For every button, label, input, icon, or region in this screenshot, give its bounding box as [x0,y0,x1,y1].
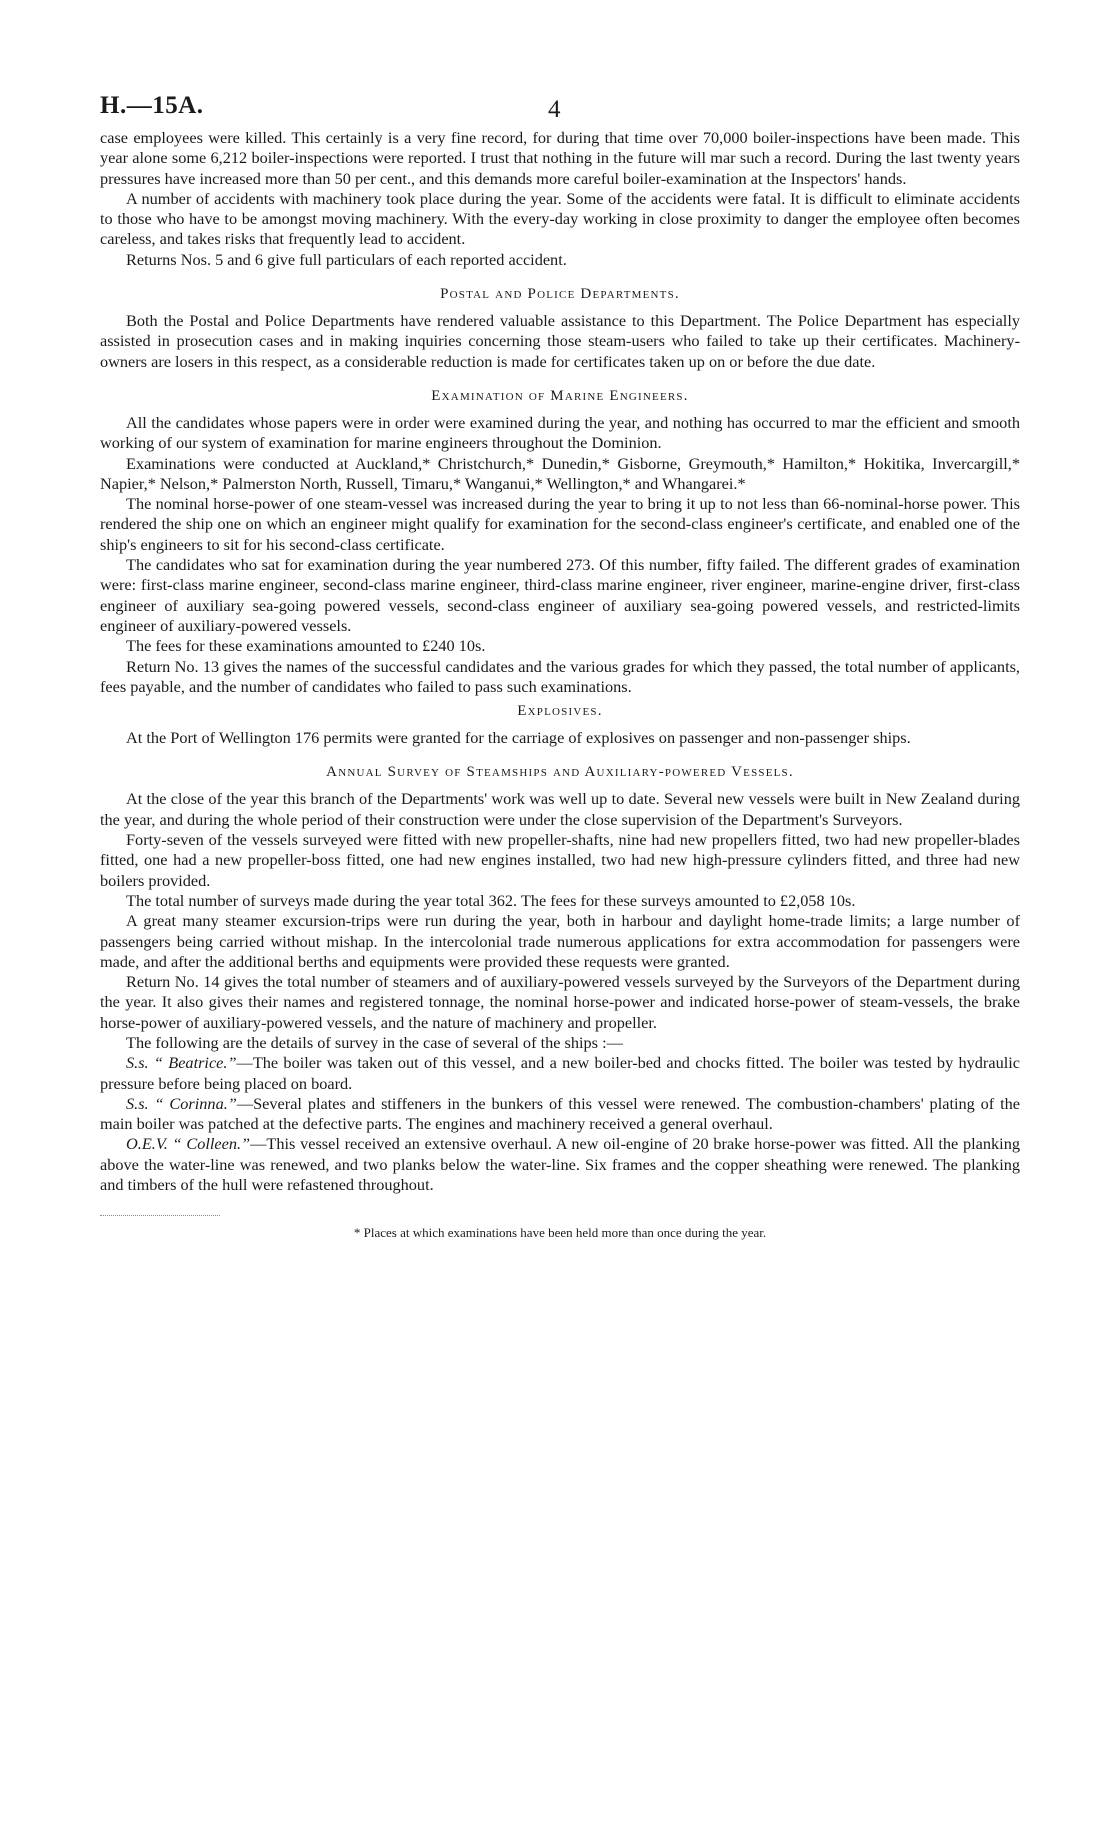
marine-paragraph-4: The candidates who sat for examination during the year numbered 273. Of this number, fifty failed. The different grades of examination were: first-class marine engineer, second-class marine engineer, third-class marine engineer, river engineer, marine-engine driver, first-class engineer of auxiliary sea-going powered vessels, second-class engineer of auxiliary sea-going powered vessels, and restricted-limits engineer of auxiliary-powered vessels. [100,555,1020,635]
survey-paragraph-6: The following are the details of survey in the case of several of the ships :— [126,1032,623,1052]
postal-paragraph: Both the Postal and Police Departments have rendered valuable assistance to this Department. The Police Department has especially assisted in prosecution cases and in making inquiries concerning those steam-users who failed to take up their certificates. Machinery-owners are losers in this respect, as a considerable reduction is made for certificates taken up on or before the due date. [100,311,1020,371]
survey-paragraph-4: A great many steamer excursion-trips were run during the year, both in harbour and daylight home-trade limits; a large number of passengers being carried without mishap. In the intercolonial trade numerous applications for extra accommodation for passengers were made, and after the additional berths and equipments were provided these requests were granted. [100,911,1020,971]
ship-details-corinna: —Several plates and stiffeners in the bunkers of this vessel were renewed. The combustion-chambers' plating of the main boiler was patched at the defective parts. The engines and machinery received a general overhaul. [100,1093,1020,1134]
section-heading-explosives: Explosives. [517,703,603,720]
page-number: 4 [548,96,561,123]
section-heading-survey: Annual Survey of Steamships and Auxiliary-powered Vessels. [326,764,794,781]
explosives-paragraph: At the Port of Wellington 176 permits were granted for the carriage of explosives on passenger and non-passenger ships. [126,728,911,748]
marine-paragraph-2: Examinations were conducted at Auckland,* Christchurch,* Dunedin,* Gisborne, Greymouth,* Hamilton,* Hokitika, Invercargill,* Napier,* Nelson,* Palmerston North, Russell, Timaru,* Wanganui,* Wellington,* and Whangarei.* [100,453,1020,493]
intro-paragraph-1: case employees were killed. This certainly is a very fine record, for during that time over 70,000 boiler-inspections have been made. This year alone some 6,212 boiler-inspections were reported. I trust that nothing in the future will mar such a record. During the last twenty years pressures have increased more than 50 per cent., and this demands more careful boiler-examination at the Inspectors' hands. [100,128,1020,188]
footnote-divider [100,1215,220,1216]
document-page [100,92,1020,1242]
marine-paragraph-1: All the candidates whose papers were in order were examined during the year, and nothing has occurred to mar the efficient and smooth working of our system of examination for marine engineers throughout the Dominion. [100,412,1020,453]
page-header [100,92,1020,128]
document-reference: H.—15A. [100,92,204,119]
ship-entry-beatrice [100,1053,1020,1094]
ship-name-corinna: S.s. “ Corinna.” [126,1093,237,1113]
survey-paragraph-3: The total number of surveys made during the year total 362. The fees for these surveys amounted to £2,058 10s. [126,890,856,910]
intro-paragraph-3: Returns Nos. 5 and 6 give full particulars of each reported accident. [126,249,567,269]
section-heading-postal: Postal and Police Departments. [440,286,680,303]
ship-details-colleen: —This vessel received an extensive overhaul. A new oil-engine of 20 brake horse-power was fitted. All the planking above the water-line was renewed, and two planks below the water-line. Six frames and the copper sheathing were renewed. The planking and timbers of the hull were refastened throughout. [100,1134,1020,1195]
marine-paragraph-3: The nominal horse-power of one steam-vessel was increased during the year to bring it up to not less than 66-nominal-horse power. This rendered the ship one on which an engineer might qualify for examination for the second-class engineer's certificate, and enabled one of the ship's engineers to sit for his second-class certificate. [100,494,1020,554]
survey-paragraph-1: At the close of the year this branch of the Departments' work was well up to date. Several new vessels were built in New Zealand during the year, and during the whole period of their construction were under the close supervision of the Department's Surveyors. [100,789,1020,829]
ship-entry-corinna [100,1094,1020,1135]
survey-paragraph-5: Return No. 14 gives the total number of steamers and of auxiliary-powered vessels surveyed by the Surveyors of the Department during the year. It also gives their names and registered tonnage, the nominal horse-power and indicated horse-power of steam-vessels, the brake horse-power of auxiliary-powered vessels, and the nature of machinery and propeller. [100,972,1020,1032]
marine-paragraph-5: The fees for these examinations amounted to £240 10s. [126,636,486,656]
footnote: * Places at which examinations have been held more than once during the year. [353,1225,767,1241]
ship-name-colleen: O.E.V. “ Colleen.” [126,1134,251,1154]
ship-entry-colleen [100,1134,1020,1195]
ship-name-beatrice: S.s. “ Beatrice.” [126,1053,237,1073]
survey-paragraph-2: Forty-seven of the vessels surveyed were fitted with new propeller-shafts, nine had new propellers fitted, two had new propeller-blades fitted, one had a new propeller-boss fitted, one had new engines installed, two had new high-pressure cylinders fitted, and three had new boilers provided. [100,830,1020,890]
section-heading-marine: Examination of Marine Engineers. [431,387,689,404]
marine-paragraph-6: Return No. 13 gives the names of the successful candidates and the various grades for which they passed, the total number of applicants, fees payable, and the number of candidates who failed to pass such examinations. [100,656,1020,696]
intro-paragraph-2: A number of accidents with machinery took place during the year. Some of the accidents were fatal. It is difficult to eliminate accidents to those who have to be amongst moving machinery. With the every-day working in close proximity to danger the employee often becomes careless, and takes risks that frequently lead to accident. [100,188,1020,249]
ship-details-beatrice: —The boiler was taken out of this vessel, and a new boiler-bed and chocks fitted. The boiler was tested by hydraulic pressure before being placed on board. [100,1053,1020,1093]
